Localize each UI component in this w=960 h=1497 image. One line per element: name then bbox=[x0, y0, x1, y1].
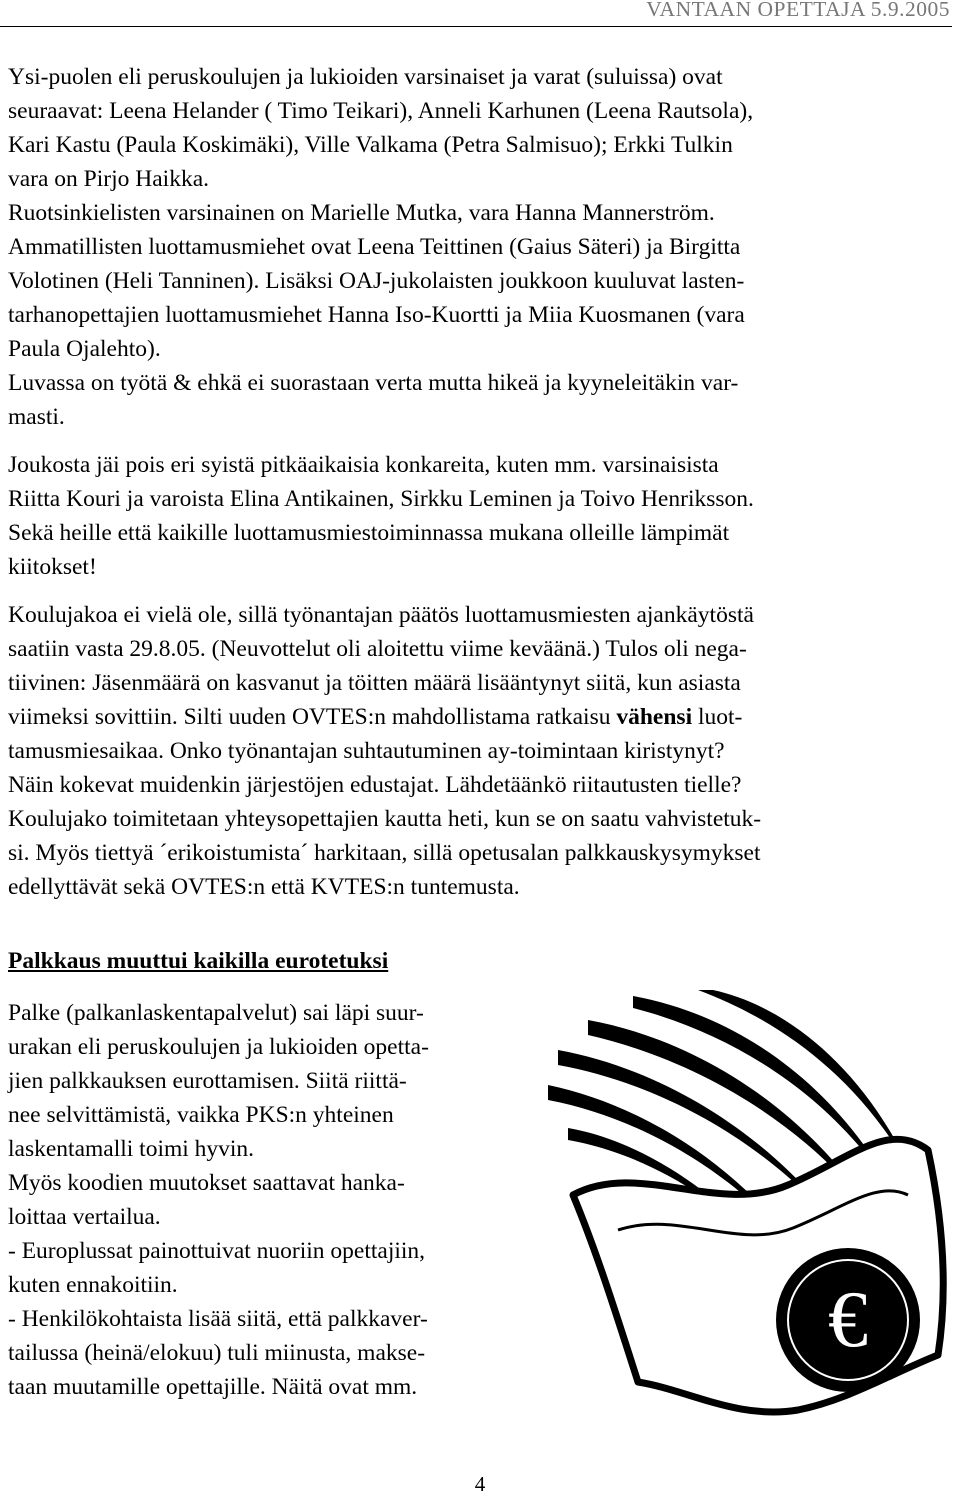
emphasis-vahensi: vähensi bbox=[616, 704, 693, 730]
paragraph-representatives: Ysi-puolen eli peruskoulujen ja lukioiden varsinaiset ja varat (suluissa) ovat seuraavat: Leena Helander ( Timo Teikari), Anneli Karhunen (Leena Rautsola), Kari Kastu (Paula Koskimäki), Ville Valkama (Petra Salmisuo); Erkki Tulkin vara on Pirjo Haikka. Ruotsinkielisten varsinainen on Marielle Mutka, vara Hanna Mannerström. Ammatillisten luottamusmiehet ovat Leena Teittinen (Gaius Säteri) ja Birgitta Volotinen (Heli Tanninen). Lisäksi OAJ-jukolaisten joukkoon kuuluvat lasten- tarhanopettajien luottamusmiehet Hanna Iso-Kuortti ja Miia Kuosmanen (vara Paula Ojalehto). Luvassa on työtä & ehkä ei suorastaan verta mutta hikeä ja kyyneleitäkin var- masti. bbox=[8, 64, 754, 430]
page-number: 4 bbox=[474, 1472, 486, 1496]
page-header bbox=[0, 0, 952, 27]
euro-symbol: € bbox=[828, 1276, 868, 1364]
paragraph-school-allocation: Koulujakoa ei vielä ole, sillä työnantajan päätös luottamusmiesten ajankäytöstä saatiin vasta 29.8.05. (Neuvottelut oli aloitettu viime keväänä.) Tulos oli nega- tiivinen: Jäsenmäärä on kasvanut ja töitten määrä lisääntynyt siitä, kun asiasta viimeksi sovittiin. Silti uuden OVTES:n mahdollistama ratkaisu vähensi luot- tamusmiesaikaa. Onko työnantajan suhtautuminen ay-toimintaan kiristynyt? Näin kokevat muidenkin järjestöjen edustajat. Lähdetäänkö riitautusten tielle? Koulujako toimitetaan yhteysopettajien kautta heti, kun se on saatu vahvistetuk- si. Myös tiettyä ´erikoistumista´ harkitaan, sillä opetusalan palkkauskysymykset edellyttävät sekä OVTES:n että KVTES:n tuntemusta. bbox=[8, 602, 762, 900]
section-heading: Palkkaus muuttui kaikilla eurotetuksi bbox=[8, 948, 389, 974]
salary-column bbox=[8, 996, 548, 1404]
main-text bbox=[8, 60, 952, 904]
paragraph-salary: Palke (palkanlaskentapalvelut) sai läpi suur- urakan eli peruskoulujen ja lukioiden opetta- jien palkkauksen eurottamisen. Siitä riittä- nee selvittämistä, vaikka PKS:n yhteinen laskentamalli toimi hyvin. Myös koodien muutokset saattavat hanka- loittaa vertailua. - Europlussat painottuivat nuoriin opettajiin, kuten ennakoitiin. - Henkilökohtaista lisää siitä, että palkkaver- tailussa (heinä/elokuu) tuli miinusta, makse- taan muutamille opettajille. Näitä ovat mm. bbox=[8, 1000, 429, 1400]
euro-banknote-icon bbox=[548, 990, 958, 1420]
publication-title: VANTAAN OPETTAJA 5.9.2005 bbox=[646, 0, 950, 21]
paragraph-thanks: Joukosta jäi pois eri syistä pitkäaikaisia konkareita, kuten mm. varsinaisista Riitta Kouri ja varoista Elina Antikainen, Sirkku Leminen ja Toivo Henriksson. Sekä heille että kaikille luottamusmiestoiminnassa mukana olleille lämpimät kiitokset! bbox=[8, 452, 754, 580]
